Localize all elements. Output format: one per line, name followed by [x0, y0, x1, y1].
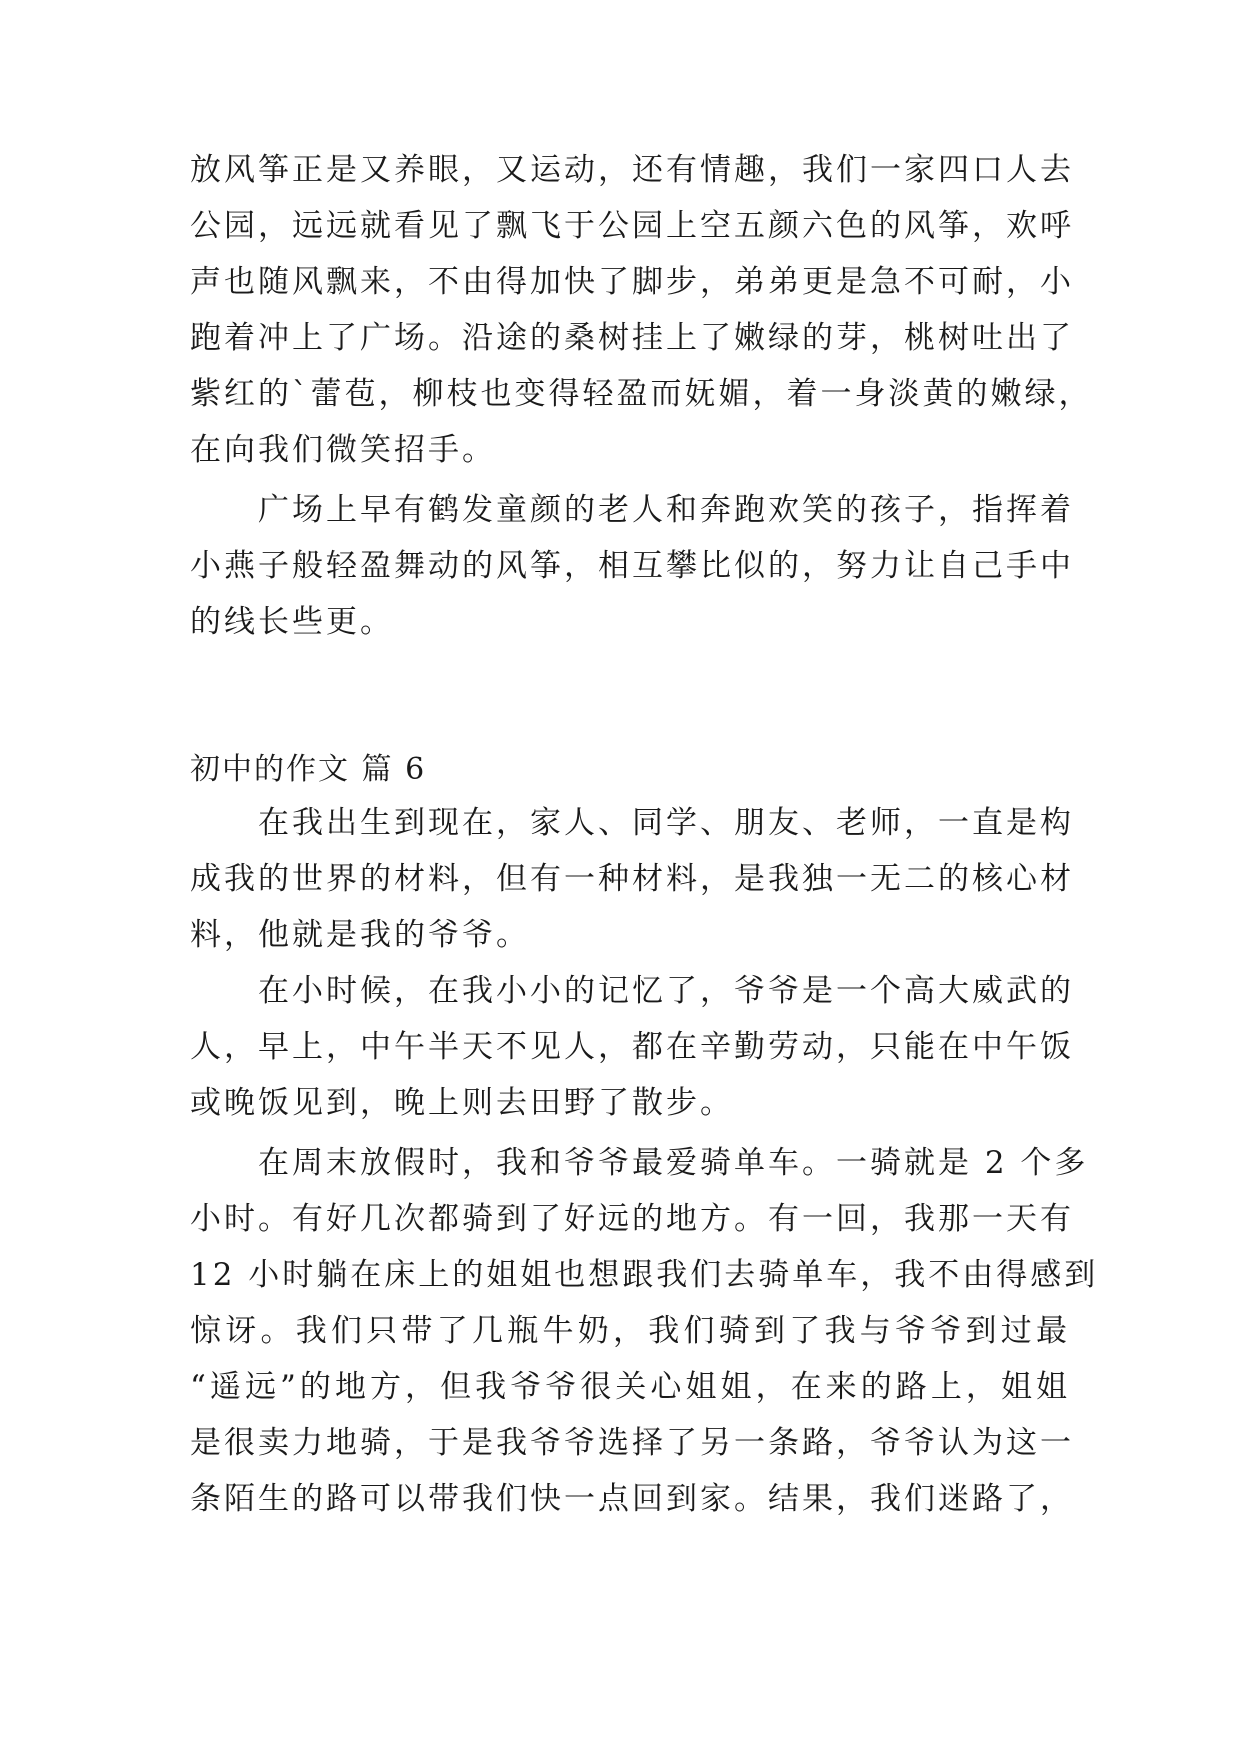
paragraph-line: 跑着冲上了广场。沿途的桑树挂上了嫩绿的芽，桃树吐出了 [190, 320, 1074, 356]
paragraph-line: 小时。有好几次都骑到了好远的地方。有一回，我那一天有 [190, 1201, 1074, 1237]
paragraph-line: 在向我们微笑招手。 [190, 432, 496, 468]
paragraph-line: 紫红的`蕾苞，柳枝也变得轻盈而妩媚，着一身淡黄的嫩绿， [190, 376, 1093, 412]
paragraph-line: 条陌生的路可以带我们快一点回到家。结果，我们迷路了， [190, 1481, 1074, 1517]
essay-heading: 初中的作文 篇 6 [190, 752, 427, 787]
paragraph-line: 放风筝正是又养眼，又运动，还有情趣，我们一家四口人去 [190, 152, 1074, 188]
paragraph-line: 在周末放假时，我和爷爷最爱骑单车。一骑就是 2 个多 [258, 1145, 1089, 1181]
paragraph-line: 在小时候，在我小小的记忆了，爷爷是一个高大威武的 [258, 973, 1074, 1009]
paragraph-line: 公园，远远就看见了飘飞于公园上空五颜六色的风筝，欢呼 [190, 208, 1074, 244]
paragraph-line: “遥远”的地方，但我爷爷很关心姐姐，在来的路上，姐姐 [190, 1369, 1070, 1405]
paragraph-line: 声也随风飘来，不由得加快了脚步，弟弟更是急不可耐，小 [190, 264, 1074, 300]
paragraph-line: 人，早上，中午半天不见人，都在辛勤劳动，只能在中午饭 [190, 1029, 1074, 1065]
paragraph-line: 的线长些更。 [190, 604, 394, 640]
paragraph-line: 惊讶。我们只带了几瓶牛奶，我们骑到了我与爷爷到过最 [190, 1313, 1070, 1349]
paragraph-line: 或晚饭见到，晚上则去田野了散步。 [190, 1085, 734, 1121]
paragraph-line: 料，他就是我的爷爷。 [190, 917, 530, 953]
paragraph-line: 小燕子般轻盈舞动的风筝，相互攀比似的，努力让自己手中 [190, 548, 1074, 584]
paragraph-line: 广场上早有鹤发童颜的老人和奔跑欢笑的孩子，指挥着 [258, 492, 1074, 528]
paragraph-line: 是很卖力地骑，于是我爷爷选择了另一条路，爷爷认为这一 [190, 1425, 1074, 1461]
paragraph-line: 在我出生到现在，家人、同学、朋友、老师，一直是构 [258, 805, 1074, 841]
paragraph-line: 12 小时躺在床上的姐姐也想跟我们去骑单车，我不由得感到 [190, 1257, 1099, 1293]
paragraph-line: 成我的世界的材料，但有一种材料，是我独一无二的核心材 [190, 861, 1074, 897]
